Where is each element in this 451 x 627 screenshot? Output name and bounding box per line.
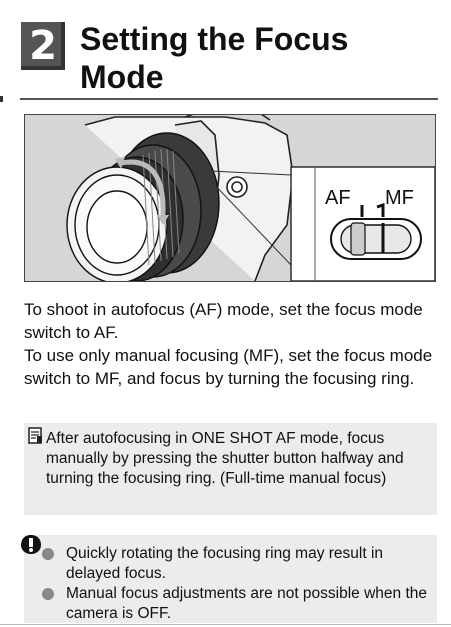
instructions	[24, 298, 439, 390]
instruction-manual-focus: To use only manual focusing (MF), set the focus mode switch to MF, and focus by turning the focusing ring.	[24, 346, 433, 388]
list-item	[40, 544, 435, 584]
switch-label-af: AF	[325, 187, 351, 209]
step-number-badge: 2	[21, 22, 65, 70]
caution-icon	[20, 533, 42, 562]
margin-mark	[0, 96, 3, 102]
bullet-icon	[42, 548, 54, 560]
page-bottom-rule	[0, 624, 451, 625]
note-box	[24, 423, 437, 515]
note-text: After autofocusing in ONE SHOT AF mode, focus manually by pressing the shutter button halfway and turning the focusing ring. (Full-time manual focus)	[46, 430, 404, 487]
caution-item-text: Quickly rotating the focusing ring may result in delayed focus.	[66, 545, 384, 582]
list-item	[40, 584, 435, 624]
caution-box	[24, 535, 437, 623]
caution-list	[40, 544, 435, 624]
lens-illustration	[24, 114, 436, 282]
memo-icon	[28, 427, 44, 450]
switch-label-mf: MF	[385, 187, 414, 209]
instruction-autofocus: To shoot in autofocus (AF) mode, set the focus mode switch to AF.	[24, 300, 423, 342]
bullet-icon	[42, 588, 54, 600]
page-title: Setting the Focus Mode	[80, 21, 349, 95]
caution-item-text: Manual focus adjustments are not possible when the camera is OFF.	[66, 585, 428, 622]
title-divider	[20, 98, 438, 100]
